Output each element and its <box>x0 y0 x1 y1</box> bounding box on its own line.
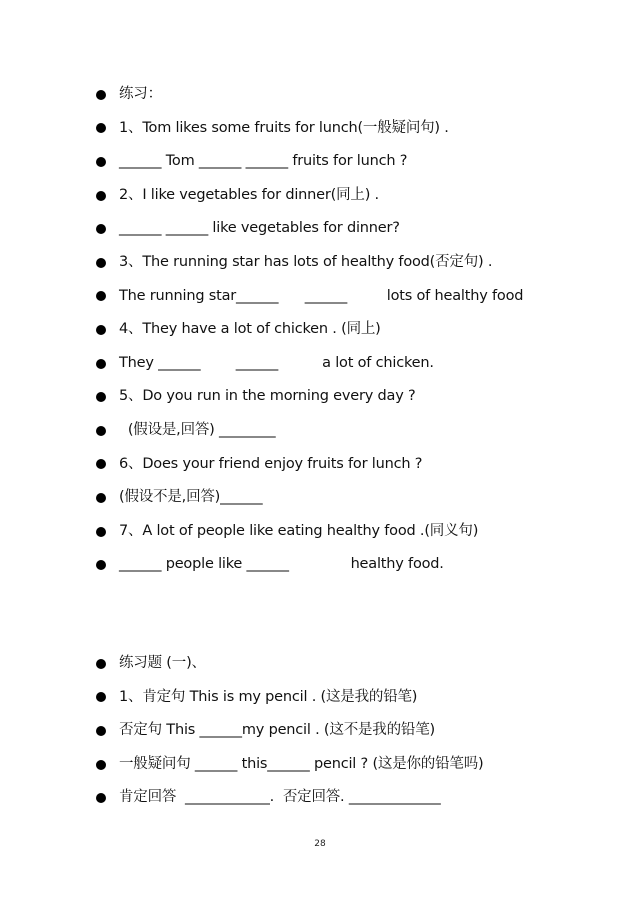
bullet-icon <box>96 760 106 770</box>
exercise-heading: 练习： <box>0 78 640 112</box>
exercise-line: ______ people like ______ healthy food. <box>0 548 640 582</box>
bullet-icon <box>96 659 106 669</box>
bullet-icon <box>96 527 106 537</box>
practice-line: 1、肯定句 This is my pencil . (这是我的铅笔) <box>0 681 640 715</box>
bullet-icon <box>96 426 106 436</box>
bullet-icon <box>96 692 106 702</box>
exercise-line: They ______ ______ a lot of chicken. <box>0 347 640 381</box>
bullet-icon <box>96 90 106 100</box>
bullet-icon <box>96 459 106 469</box>
exercise-line: 3、The running star has lots of healthy food(否定句) . <box>0 246 640 280</box>
bullet-icon <box>96 258 106 268</box>
exercise-line: (假设不是,回答)______ <box>0 481 640 515</box>
bullet-icon <box>96 726 106 736</box>
exercise-line: 5、Do you run in the morning every day ? <box>0 380 640 414</box>
bullet-icon <box>96 793 106 803</box>
bullet-icon <box>96 191 106 201</box>
practice-list <box>0 647 640 815</box>
bullet-icon <box>96 560 106 570</box>
exercise-line: ______ ______ like vegetables for dinner? <box>0 212 640 246</box>
exercise-line: ______ Tom ______ ______ fruits for lunch ? <box>0 145 640 179</box>
exercise-line: 7、A lot of people like eating healthy food .(同义句) <box>0 515 640 549</box>
bullet-icon <box>96 224 106 234</box>
exercise-line: 2、I like vegetables for dinner(同上) . <box>0 179 640 213</box>
practice-heading: 练习题 (一)、 <box>0 647 640 681</box>
bullet-icon <box>96 359 106 369</box>
exercise-line: (假设是,回答) ________ <box>0 414 640 448</box>
exercise-line: The running star______ ______ lots of healthy food <box>0 280 640 314</box>
bullet-icon <box>96 123 106 133</box>
bullet-icon <box>96 392 106 402</box>
exercise-list <box>0 78 640 582</box>
bullet-icon <box>96 157 106 167</box>
exercise-line: 1、Tom likes some fruits for lunch(一般疑问句) . <box>0 112 640 146</box>
exercise-line: 6、Does your friend enjoy fruits for lunch ? <box>0 448 640 482</box>
practice-line: 一般疑问句 ______ this______ pencil ? (这是你的铅笔吗) <box>0 748 640 782</box>
practice-line: 肯定回答 ____________. 否定回答. _____________ <box>0 781 640 815</box>
bullet-icon <box>96 493 106 503</box>
bullet-icon <box>96 291 106 301</box>
exercise-line: 4、They have a lot of chicken . (同上) <box>0 313 640 347</box>
bullet-icon <box>96 325 106 335</box>
page-number: 28 <box>314 839 326 849</box>
practice-line: 否定句 This ______my pencil . (这不是我的铅笔) <box>0 714 640 748</box>
